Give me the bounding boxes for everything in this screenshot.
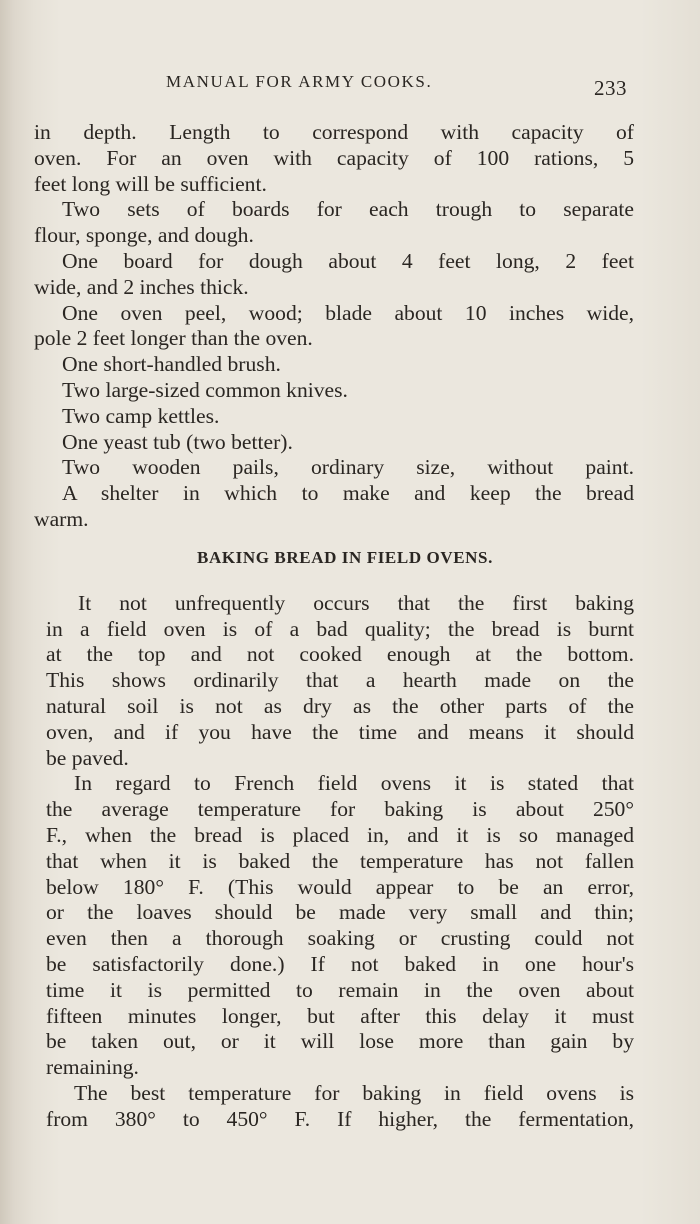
text-line: that when it is baked the temperature has not fallen xyxy=(46,848,634,873)
text-line: from 380° to 450° F. If higher, the fermentation, xyxy=(46,1106,634,1131)
text-line: below 180° F. (This would appear to be an error, xyxy=(46,874,634,899)
text-line: Two sets of boards for each trough to separate xyxy=(62,197,634,222)
text-line: be taken out, or it will lose more than gain by xyxy=(46,1029,634,1054)
text-line: the average temperature for baking is about 250° xyxy=(46,797,634,822)
body-text xyxy=(34,120,634,1132)
section-body xyxy=(34,591,634,1133)
text-line: pole 2 feet longer than the oven. xyxy=(34,326,313,351)
text-line: One oven peel, wood; blade about 10 inches wide, xyxy=(62,300,634,325)
text-line: Two large-sized common knives. xyxy=(62,377,348,402)
text-line: at the top and not cooked enough at the bottom. xyxy=(46,642,634,667)
text-line: or the loaves should be made very small and thin; xyxy=(46,900,634,925)
running-head: MANUAL FOR ARMY COOKS. xyxy=(166,72,433,91)
text-line: be paved. xyxy=(46,745,129,770)
text-line: It not unfrequently occurs that the first baking xyxy=(78,590,634,615)
text-line: remaining. xyxy=(46,1055,139,1080)
text-line: Two wooden pails, ordinary size, without paint. xyxy=(62,455,634,480)
text-line: oven. For an oven with capacity of 100 rations, 5 xyxy=(34,145,634,170)
text-line: wide, and 2 inches thick. xyxy=(34,274,249,299)
text-line: One board for dough about 4 feet long, 2 feet xyxy=(62,248,634,273)
text-line: in depth. Length to correspond with capacity of xyxy=(34,120,634,144)
text-line: natural soil is not as dry as the other parts of the xyxy=(46,693,634,718)
text-line: even then a thorough soaking or crusting could not xyxy=(46,926,634,951)
text-line: flour, sponge, and dough. xyxy=(34,223,254,248)
page-number: 233 xyxy=(594,76,627,100)
text-line: One yeast tub (two better). xyxy=(62,429,293,454)
page-header xyxy=(0,72,700,100)
text-line: oven, and if you have the time and means it should xyxy=(46,719,634,744)
text-line: This shows ordinarily that a hearth made on the xyxy=(46,668,634,693)
text-line: be satisfactorily done.) If not baked in one hour's xyxy=(46,951,634,976)
text-line: fifteen minutes longer, but after this delay it must xyxy=(46,1003,634,1028)
text-line: F., when the bread is placed in, and it is so managed xyxy=(46,822,634,847)
text-line: Two camp kettles. xyxy=(62,403,220,428)
section-heading: BAKING BREAD IN FIELD OVENS. xyxy=(197,547,493,567)
text-line: warm. xyxy=(34,506,89,531)
text-line: A shelter in which to make and keep the bread xyxy=(62,481,634,506)
text-line: In regard to French field ovens it is stated that xyxy=(74,771,634,796)
text-line: in a field oven is of a bad quality; the bread is burnt xyxy=(46,616,634,641)
text-line: One short-handled brush. xyxy=(62,352,281,377)
text-line: time it is permitted to remain in the oven about xyxy=(46,977,634,1002)
text-line: The best temperature for baking in field ovens is xyxy=(74,1080,634,1105)
text-line: feet long will be sufficient. xyxy=(34,171,267,196)
